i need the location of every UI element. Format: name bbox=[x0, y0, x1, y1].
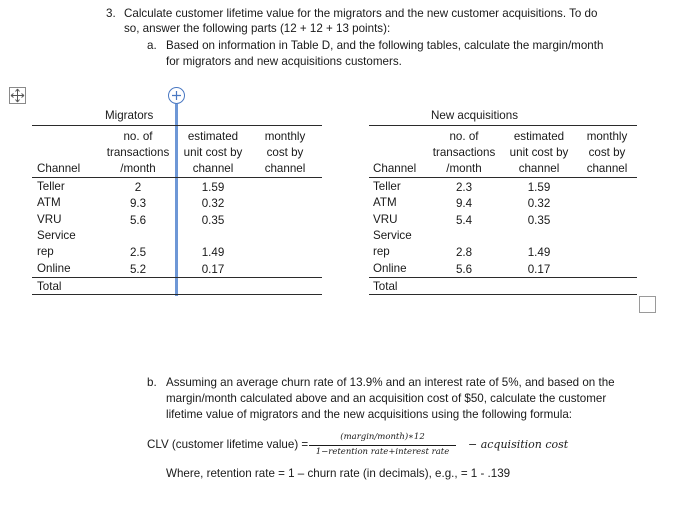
table-row: Online bbox=[373, 262, 407, 275]
new-acq-header-transactions: no. of transactions /month bbox=[432, 130, 496, 175]
retention-note: Where, retention rate = 1 – churn rate (in decimals), e.g., = 1 - .139 bbox=[166, 467, 511, 480]
table-row: Teller bbox=[373, 180, 401, 193]
part-b-line-3: lifetime value of migrators and the new acquisitions using the following formula: bbox=[166, 408, 572, 421]
part-b-line-2: margin/month calculated above and an acquisition cost of $50, calculate the customer bbox=[166, 392, 607, 405]
part-a-line-1: Based on information in Table D, and the following tables, calculate the margin/month bbox=[166, 39, 604, 52]
column-insert-indicator bbox=[175, 104, 178, 296]
fraction-bar bbox=[309, 445, 456, 446]
table-row: ATM bbox=[373, 196, 397, 209]
table-row: Online bbox=[37, 262, 71, 275]
move-arrows-icon[interactable] bbox=[9, 87, 26, 104]
table-row: Service bbox=[37, 229, 76, 242]
table-row: Teller bbox=[37, 180, 65, 193]
part-b-label: b. bbox=[147, 376, 157, 389]
new-acq-header-channel: Channel bbox=[373, 162, 417, 175]
part-b-line-1: Assuming an average churn rate of 13.9% and an interest rate of 5%, and based on the bbox=[166, 376, 615, 389]
new-acquisitions-title: New acquisitions bbox=[431, 109, 518, 122]
table-row: Service bbox=[373, 229, 412, 242]
plus-circle-icon[interactable] bbox=[168, 87, 185, 104]
table-row: rep bbox=[37, 245, 54, 258]
part-a-line-2: for migrators and new acquisitions customers. bbox=[166, 55, 402, 68]
table-row: Total bbox=[37, 280, 62, 293]
table-row: ATM bbox=[37, 196, 61, 209]
resize-handle-icon[interactable] bbox=[639, 296, 656, 313]
formula-denominator: 1−retention rate+interest rate bbox=[315, 447, 450, 457]
migrators-header-monthly-cost: monthly cost by channel bbox=[264, 130, 306, 175]
table-row: rep bbox=[373, 245, 390, 258]
new-acq-header-monthly-cost: monthly cost by channel bbox=[586, 130, 628, 175]
table-row: Total bbox=[373, 280, 398, 293]
table-row: VRU bbox=[373, 213, 398, 226]
migrators-header-transactions: no. of transactions /month bbox=[106, 130, 170, 175]
question-line-1: Calculate customer lifetime value for the migrators and the new customer acquisitions. To do bbox=[124, 7, 598, 20]
question-line-2: so, answer the following parts (12 + 12 + 13 points): bbox=[124, 22, 391, 35]
migrators-title: Migrators bbox=[105, 109, 154, 122]
formula-numerator: (margin/month)∗12 bbox=[340, 432, 425, 442]
table-row: VRU bbox=[37, 213, 62, 226]
migrators-header-unit-cost: estimated unit cost by channel bbox=[183, 130, 243, 175]
formula-acquisition-cost: − acquisition cost bbox=[468, 438, 569, 451]
question-number: 3. bbox=[106, 7, 116, 20]
part-a-label: a. bbox=[147, 39, 157, 52]
clv-label: CLV (customer lifetime value) = bbox=[147, 438, 309, 451]
new-acq-header-unit-cost: estimated unit cost by channel bbox=[509, 130, 569, 175]
migrators-header-channel: Channel bbox=[37, 162, 81, 175]
